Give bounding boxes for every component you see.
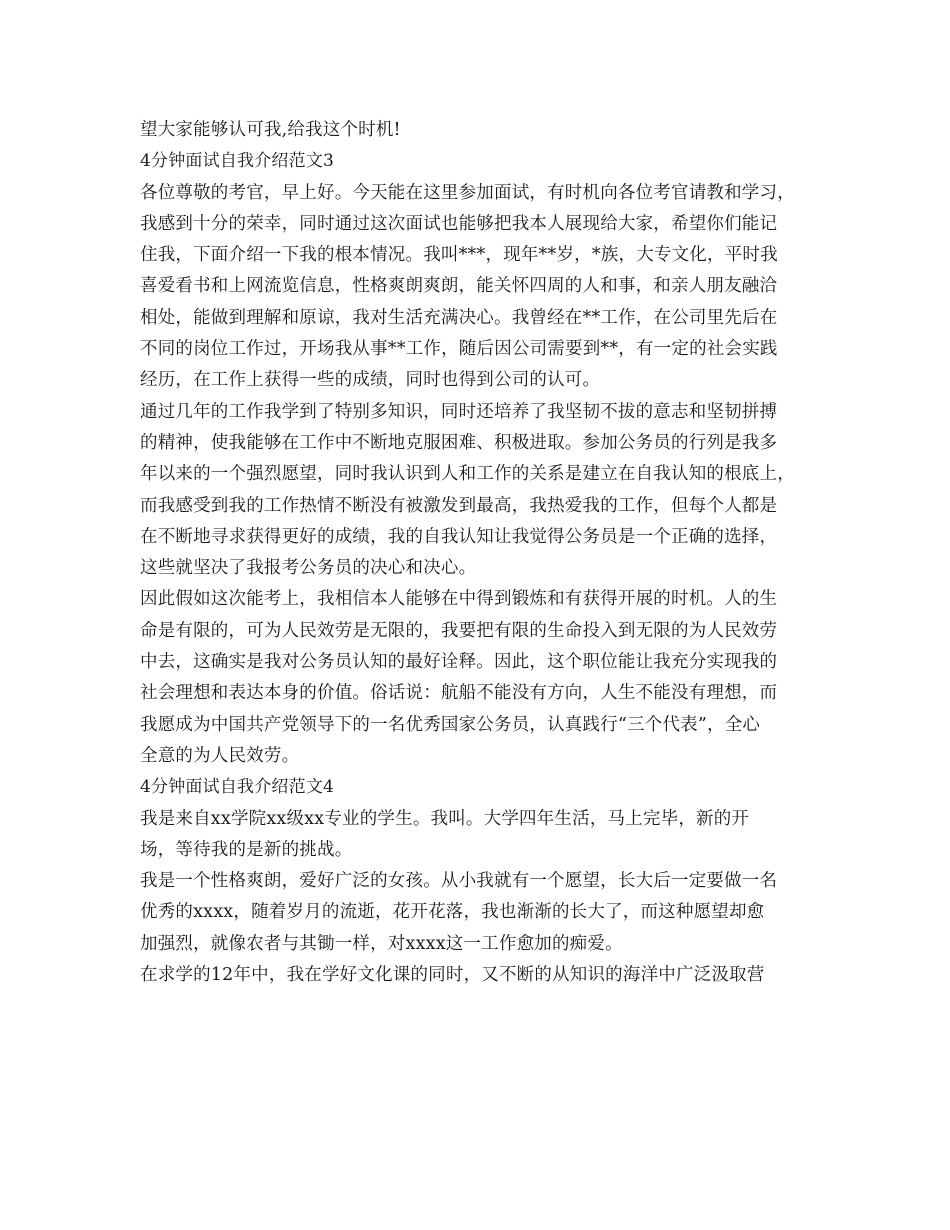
text-line: 各位尊敬的考官，早上好。今天能在这里参加面试，有时机向各位考官请教和学习， xyxy=(140,182,795,203)
text-line: 经历，在工作上获得一些的成绩，同时也得到公司的认可。 xyxy=(140,370,601,391)
text-line: 中去，这确实是我对公务员认知的最好诠释。因此，这个职位能让我充分实现我的 xyxy=(140,652,778,673)
text-line: 我是一个性格爽朗，爱好广泛的女孩。从小我就有一个愿望，长大后一定要做一名 xyxy=(140,871,778,892)
text-line: 相处，能做到理解和原谅，我对生活充满决心。我曾经在**工作，在公司里先后在 xyxy=(140,307,778,328)
text-line: 望大家能够认可我,给我这个时机! xyxy=(140,120,401,140)
text-line: 场，等待我的是新的挑战。 xyxy=(140,839,353,860)
text-line: 优秀的xxxx，随着岁月的流逝，花开花落，我也渐渐的长大了，而这种愿望却愈 xyxy=(140,902,765,923)
text-line: 命是有限的，可为人民效劳是无限的，我要把有限的生命投入到无限的为人民效劳 xyxy=(140,620,778,641)
text-line: 喜爱看书和上网流览信息，性格爽朗爽朗，能关怀四周的人和事，和亲人朋友融洽 xyxy=(140,276,778,297)
section-heading: 4分钟面试自我介绍范文4 xyxy=(140,777,335,798)
text-line: 不同的岗位工作过，开场我从事**工作，随后因公司需要到**，有一定的社会实践 xyxy=(140,339,778,360)
text-line: 年以来的一个强烈愿望，同时我认识到人和工作的关系是建立在自我认知的根底上， xyxy=(140,464,795,485)
document-body xyxy=(140,115,820,991)
text-line: 我愿成为中国共产党领导下的一名优秀国家公务员，认真践行“三个代表”，全心 xyxy=(140,714,761,735)
text-line: 在不断地寻求获得更好的成绩，我的自我认知让我觉得公务员是一个正确的选择， xyxy=(140,526,778,547)
text-line: 而我感受到我的工作热情不断没有被激发到最高，我热爱我的工作，但每个人都是 xyxy=(140,495,778,516)
text-line: 我感到十分的荣幸，同时通过这次面试也能够把我本人展现给大家，希望你们能记 xyxy=(140,213,778,234)
text-line: 在求学的12年中，我在学好文化课的同时，又不断的从知识的海洋中广泛汲取营 xyxy=(140,965,765,986)
text-line: 全意的为人民效劳。 xyxy=(140,745,300,766)
text-line: 这些就坚决了我报考公务员的决心和决心。 xyxy=(140,558,477,579)
text-line: 住我，下面介绍一下我的根本情况。我叫***，现年**岁，*族，大专文化，平时我 xyxy=(140,245,778,266)
text-line: 因此假如这次能考上，我相信本人能够在中得到锻炼和有获得开展的时机。人的生 xyxy=(140,589,778,610)
text-line: 我是来自xx学院xx级xx专业的学生。我叫。大学四年生活，马上完毕，新的开 xyxy=(140,808,750,829)
section-heading: 4分钟面试自我介绍范文3 xyxy=(140,151,335,172)
text-line: 的精神，使我能够在工作中不断地克服困难、积极进取。参加公务员的行列是我多 xyxy=(140,432,778,453)
text-line: 通过几年的工作我学到了特别多知识，同时还培养了我坚韧不拔的意志和坚韧拼搏 xyxy=(140,401,778,422)
text-line: 社会理想和表达本身的价值。俗话说：航船不能没有方向，人生不能没有理想，而 xyxy=(140,683,778,704)
text-line: 加强烈，就像农者与其锄一样，对xxxx这一工作愈加的痴爱。 xyxy=(140,933,623,954)
